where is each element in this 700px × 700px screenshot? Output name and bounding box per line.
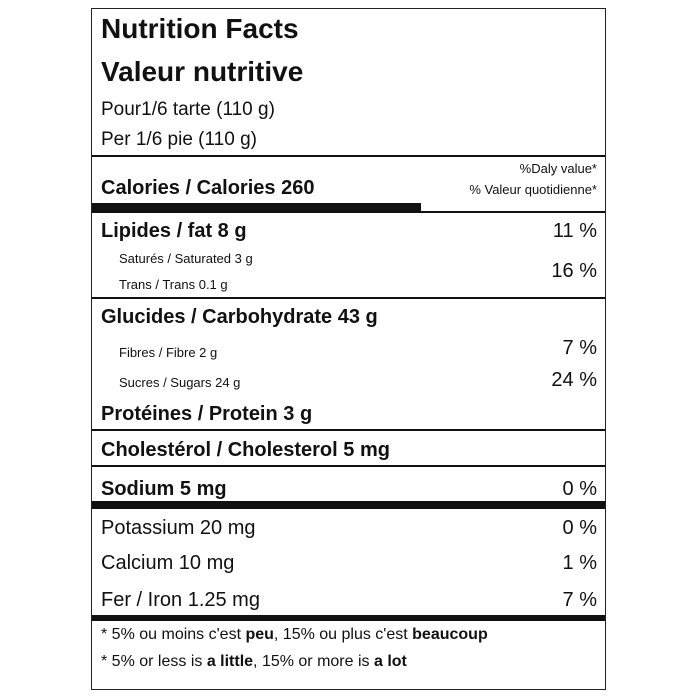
- sodium-label: Sodium 5 mg: [101, 478, 227, 500]
- thick-rule: [92, 615, 605, 621]
- footnote-french: [101, 626, 488, 644]
- sugars-daily-value: 24 %: [551, 369, 597, 391]
- fibre-label: Fibres / Fibre 2 g: [119, 345, 218, 360]
- serving-size-french: Pour1/6 tarte (110 g): [101, 99, 275, 120]
- daily-value-header-french: % Valeur quotidienne*: [469, 182, 597, 197]
- footnote-english-emphasis: a lot: [373, 653, 407, 670]
- fat-daily-value: 11 %: [552, 220, 597, 242]
- footnote-english-text: * 5% or less is: [101, 653, 207, 670]
- serving-size-english: Per 1/6 pie (110 g): [101, 129, 257, 150]
- potassium-label: Potassium 20 mg: [101, 517, 256, 539]
- iron-label: Fer / Iron 1.25 mg: [101, 589, 260, 611]
- footnote-english: [101, 653, 407, 671]
- calcium-daily-value: 1 %: [562, 552, 597, 574]
- iron-daily-value: 7 %: [562, 589, 597, 611]
- protein-label: Protéines / Protein 3 g: [101, 403, 313, 425]
- saturated-trans-daily-value: 16 %: [551, 260, 597, 282]
- daily-value-header-english: %Daly value*: [519, 161, 597, 176]
- calories-row: Calories / Calories 260: [101, 177, 315, 199]
- footnote-french-emphasis: peu: [245, 626, 274, 643]
- divider: [92, 465, 605, 467]
- footnote-english-text: , 15% or more is: [253, 653, 374, 670]
- cholesterol-label: Cholestérol / Cholesterol 5 mg: [101, 439, 390, 461]
- footnote-french-text: * 5% ou moins c'est: [101, 626, 246, 643]
- potassium-daily-value: 0 %: [562, 517, 597, 539]
- footnote-french-text: , 15% ou plus c'est: [273, 626, 413, 643]
- calcium-label: Calcium 10 mg: [101, 552, 235, 574]
- divider: [92, 297, 605, 299]
- saturated-label: Saturés / Saturated 3 g: [119, 251, 253, 266]
- fat-label: Lipides / fat 8 g: [101, 220, 247, 242]
- fibre-daily-value: 7 %: [562, 337, 597, 359]
- footnote-english-emphasis: a little: [206, 653, 254, 670]
- thick-rule: [92, 501, 605, 509]
- footnote-french-emphasis: beaucoup: [412, 626, 488, 643]
- divider: [92, 211, 605, 213]
- trans-label: Trans / Trans 0.1 g: [119, 277, 228, 292]
- nutrition-facts-table: [91, 8, 606, 690]
- sodium-daily-value: 0 %: [562, 478, 597, 500]
- divider: [92, 155, 605, 157]
- carbohydrate-label: Glucides / Carbohydrate 43 g: [101, 306, 378, 328]
- sugars-label: Sucres / Sugars 24 g: [119, 375, 241, 390]
- divider: [92, 429, 605, 431]
- calories-thick-rule: [92, 203, 421, 211]
- title-english: Nutrition Facts: [101, 13, 299, 44]
- title-french: Valeur nutritive: [101, 56, 304, 87]
